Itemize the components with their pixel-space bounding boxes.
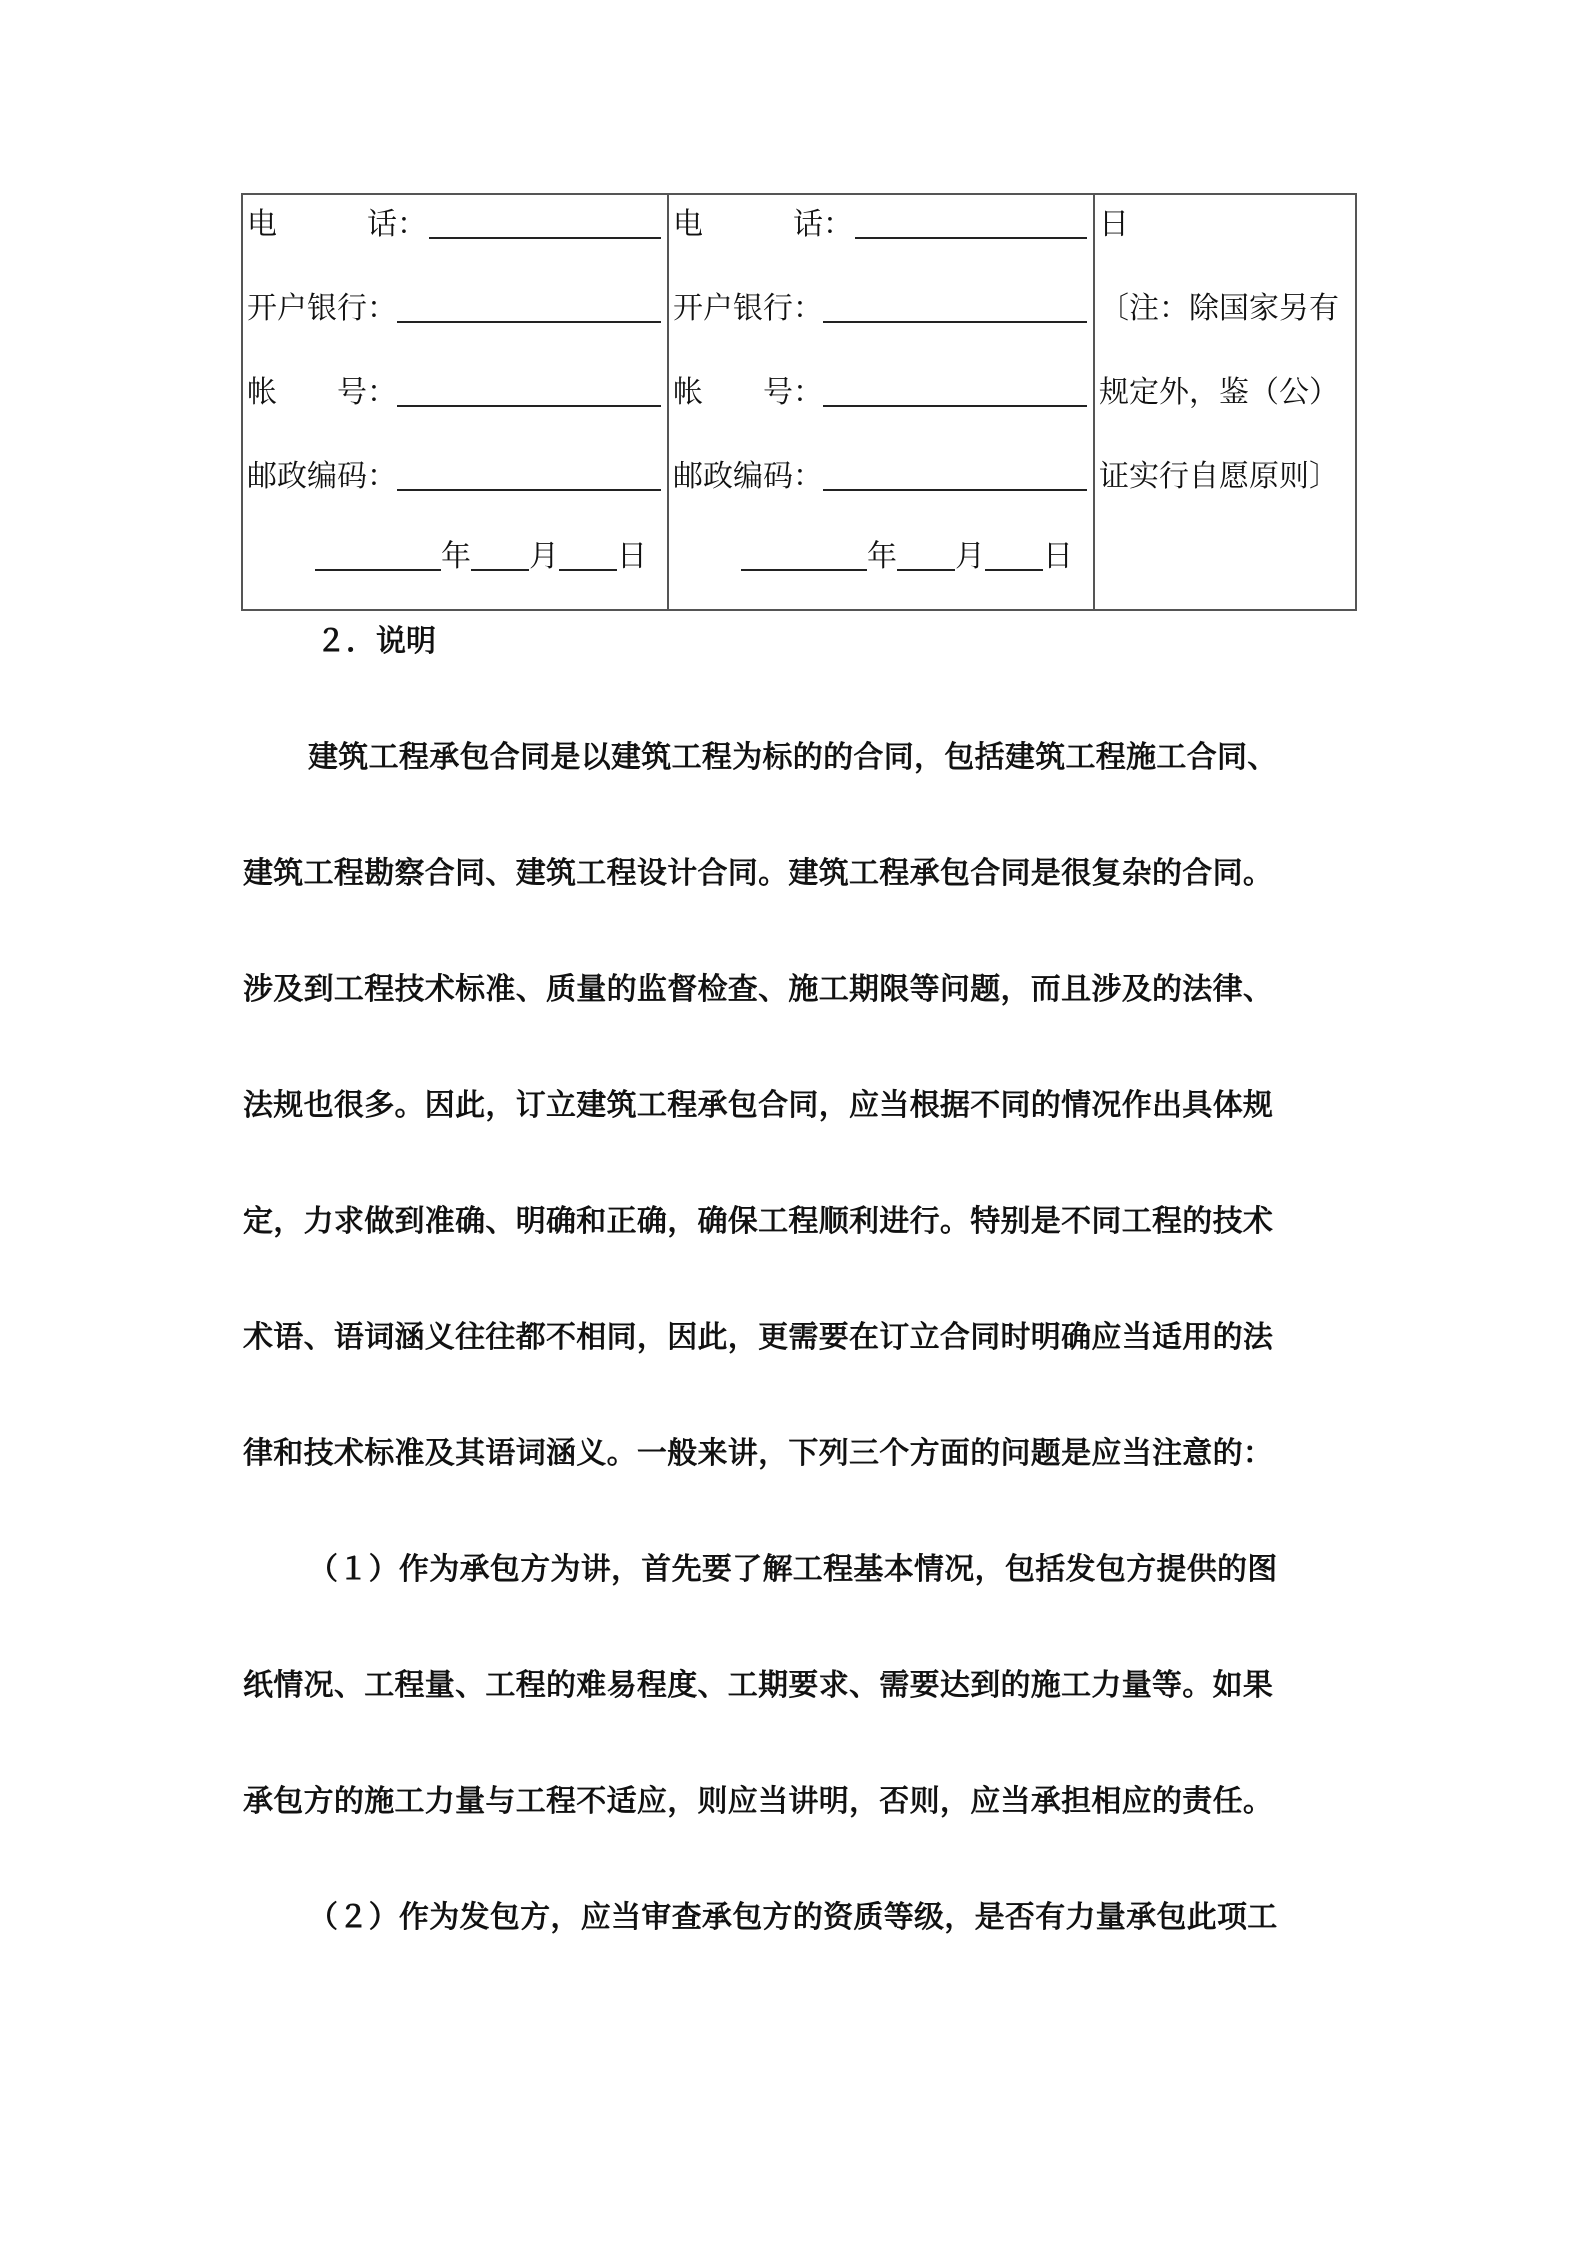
- paragraph-line: 术语、语词涵义往往都不相同，因此，更需要在订立合同时明确应当适用的法: [243, 1320, 1274, 1355]
- bank-label: 开户银行：: [247, 291, 397, 326]
- year-label: 年: [867, 539, 897, 574]
- party-a-account-row: [247, 371, 661, 415]
- party-b-bank-row: [673, 287, 1087, 331]
- paragraph-line: 建筑工程承包合同是以建筑工程为标的的合同，包括建筑工程施工合同、: [308, 740, 1278, 775]
- postcode-label: 邮政编码：: [247, 459, 397, 494]
- phone-label: 电 话：: [247, 207, 427, 242]
- account-blank[interactable]: [397, 405, 661, 407]
- paragraph-line: 定，力求做到准确、明确和正确，确保工程顺利进行。特别是不同工程的技术: [243, 1204, 1274, 1239]
- party-a-phone-row: [247, 203, 661, 247]
- day-blank[interactable]: [985, 535, 1043, 571]
- notary-day-label: 日: [1099, 207, 1129, 242]
- party-b-postcode-row: [673, 455, 1087, 499]
- paragraph-line: （２）作为发包方，应当审查承包方的资质等级，是否有力量承包此项工: [308, 1900, 1278, 1935]
- postcode-label: 邮政编码：: [673, 459, 823, 494]
- notary-column: [1095, 195, 1355, 609]
- party-b-account-row: [673, 371, 1087, 415]
- notary-note-line-3: 证实行自愿原则〕: [1099, 459, 1339, 494]
- day-label: 日: [617, 539, 647, 574]
- account-blank[interactable]: [823, 405, 1087, 407]
- day-blank[interactable]: [559, 535, 617, 571]
- month-label: 月: [955, 539, 985, 574]
- phone-blank[interactable]: [429, 237, 661, 239]
- paragraph-line: 承包方的施工力量与工程不适应，则应当讲明，否则，应当承担相应的责任。: [243, 1784, 1274, 1819]
- bank-blank[interactable]: [823, 321, 1087, 323]
- paragraph-line: （１）作为承包方为讲，首先要了解工程基本情况，包括发包方提供的图: [308, 1552, 1278, 1587]
- month-blank[interactable]: [471, 535, 529, 571]
- notary-note-line-2: 规定外，鉴（公）: [1099, 375, 1339, 410]
- paragraph-line: 纸情况、工程量、工程的难易程度、工期要求、需要达到的施工力量等。如果: [243, 1668, 1274, 1703]
- signature-table: [241, 193, 1357, 611]
- paragraph-line: 涉及到工程技术标准、质量的监督检查、施工期限等问题，而且涉及的法律、: [243, 972, 1274, 1007]
- phone-label: 电 话：: [673, 207, 853, 242]
- party-a-date: [315, 535, 647, 579]
- year-label: 年: [441, 539, 471, 574]
- party-a-column: [243, 195, 669, 609]
- bank-blank[interactable]: [397, 321, 661, 323]
- phone-blank[interactable]: [855, 237, 1087, 239]
- party-a-bank-row: [247, 287, 661, 331]
- year-blank[interactable]: [315, 535, 441, 571]
- day-label: 日: [1043, 539, 1073, 574]
- account-label: 帐 号：: [673, 375, 823, 410]
- paragraph-line: 律和技术标准及其语词涵义。一般来讲，下列三个方面的问题是应当注意的：: [243, 1436, 1274, 1471]
- month-label: 月: [529, 539, 559, 574]
- postcode-blank[interactable]: [823, 489, 1087, 491]
- party-b-phone-row: [673, 203, 1087, 247]
- month-blank[interactable]: [897, 535, 955, 571]
- party-a-postcode-row: [247, 455, 661, 499]
- account-label: 帐 号：: [247, 375, 397, 410]
- year-blank[interactable]: [741, 535, 867, 571]
- paragraph-line: 建筑工程勘察合同、建筑工程设计合同。建筑工程承包合同是很复杂的合同。: [243, 856, 1274, 891]
- paragraph-line: 法规也很多。因此，订立建筑工程承包合同，应当根据不同的情况作出具体规: [243, 1088, 1274, 1123]
- party-b-date: [741, 535, 1073, 579]
- section-heading: ２．说明: [316, 624, 436, 659]
- party-b-column: [669, 195, 1095, 609]
- bank-label: 开户银行：: [673, 291, 823, 326]
- notary-note-line-1: 〔注：除国家另有: [1099, 291, 1339, 326]
- postcode-blank[interactable]: [397, 489, 661, 491]
